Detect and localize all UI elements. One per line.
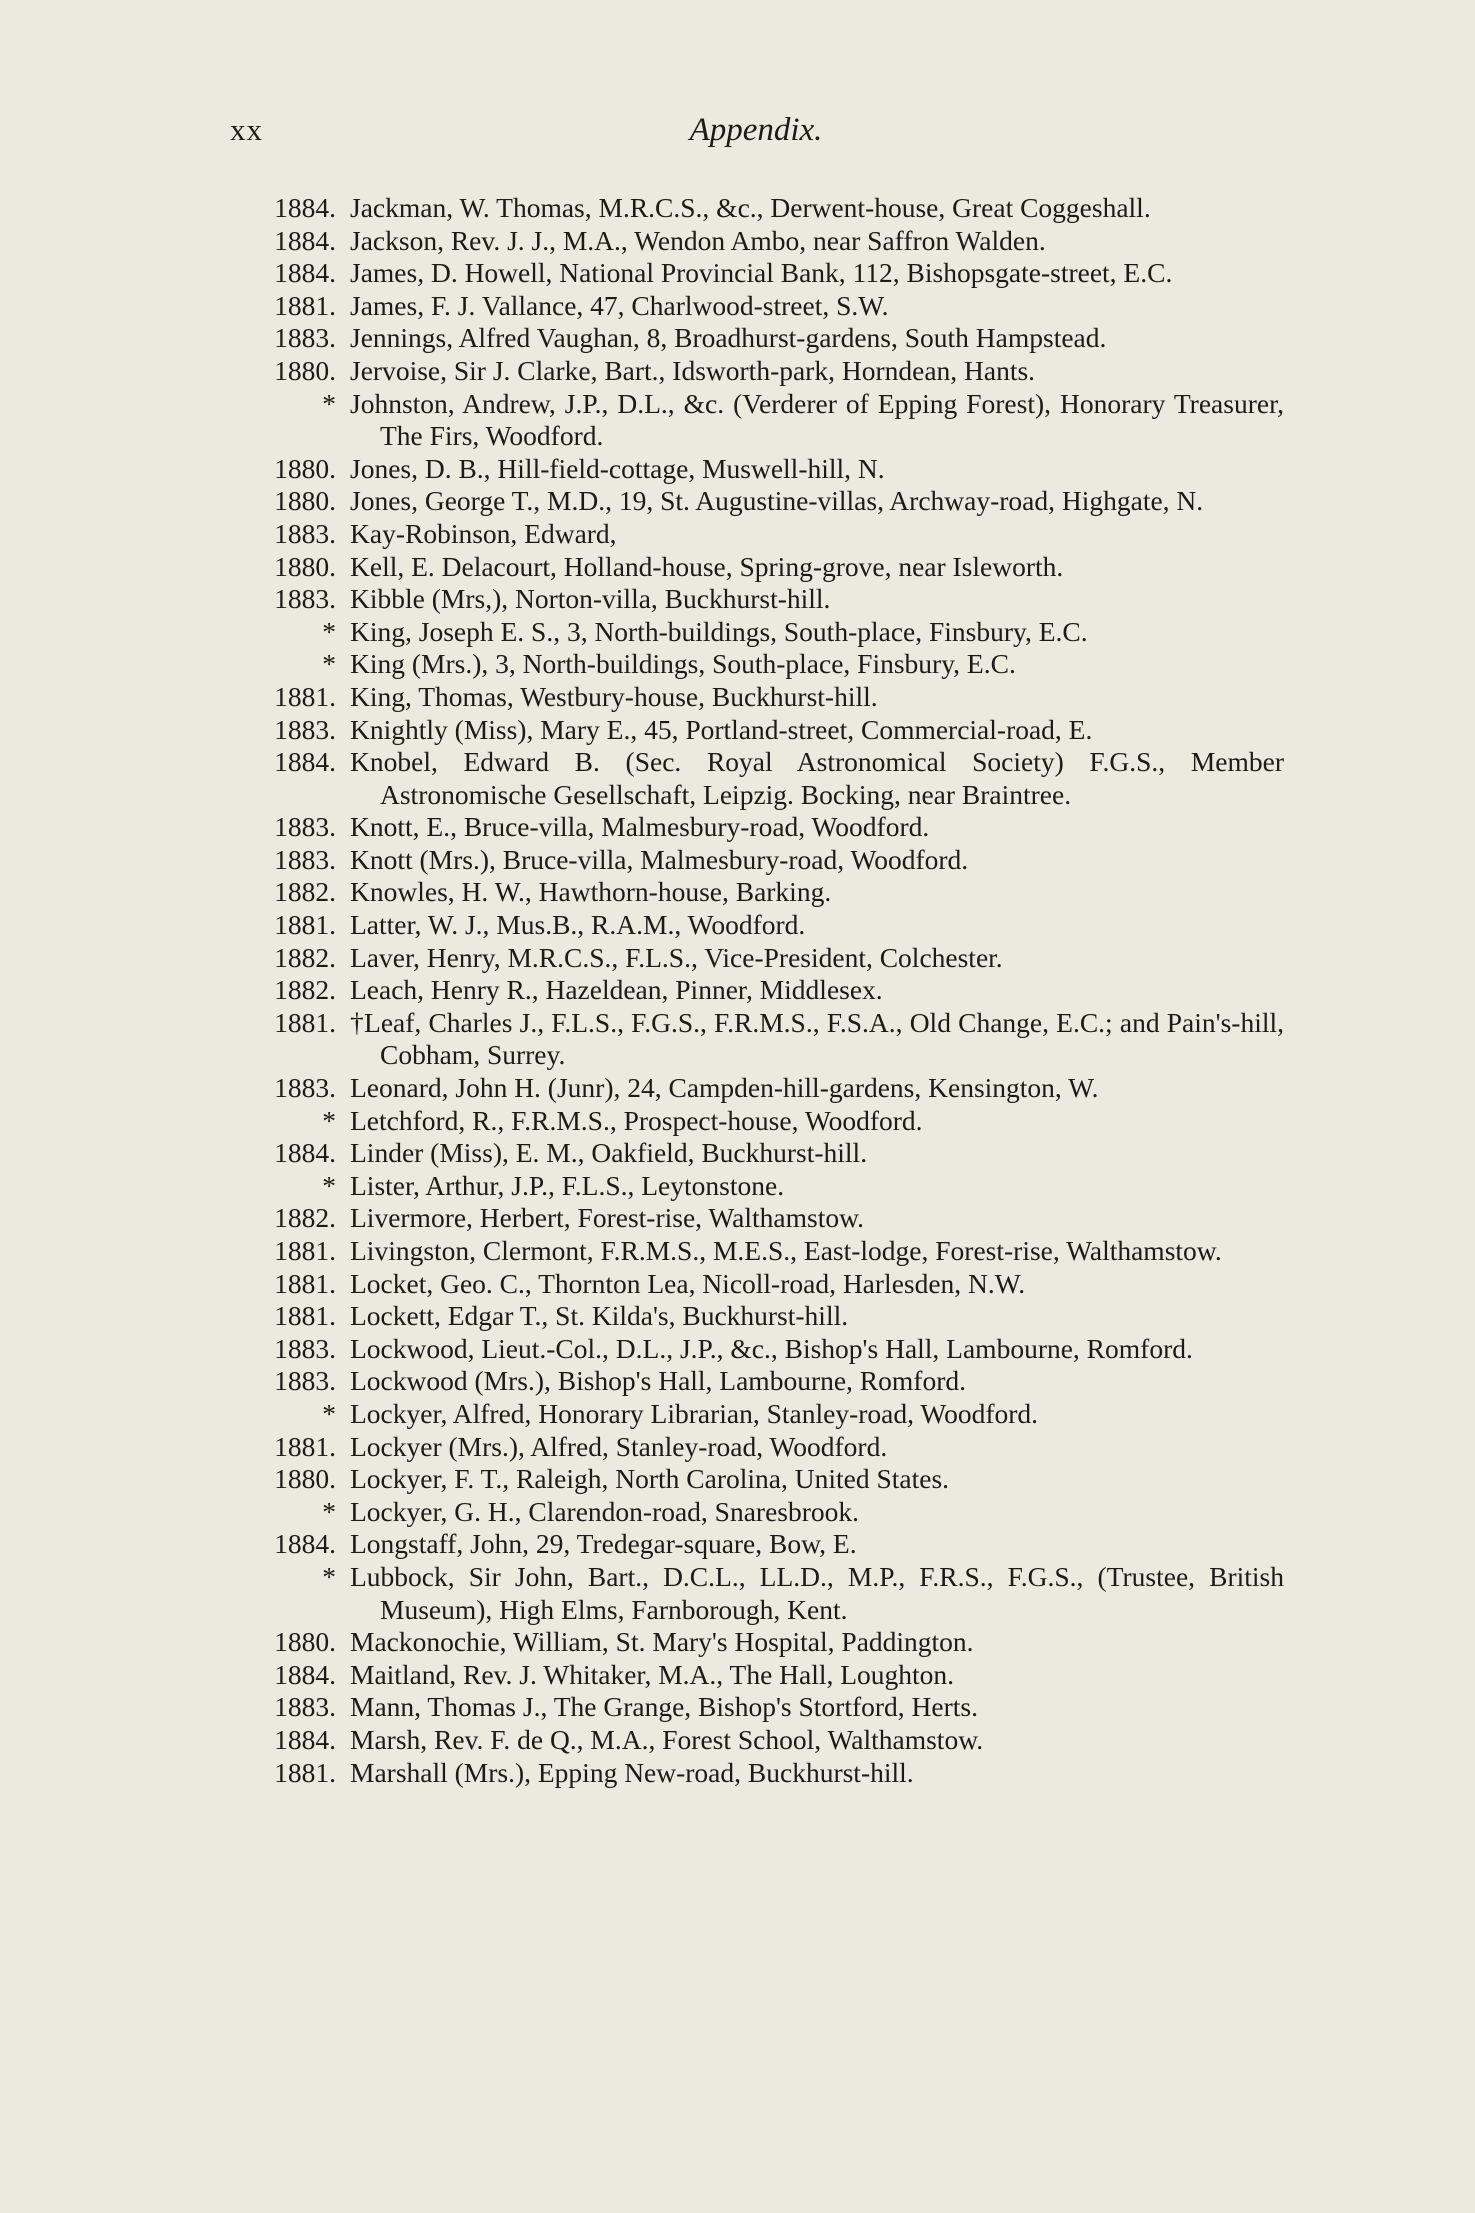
- entry-text: Knightly (Miss), Mary E., 45, Portland-street, Commercial-road, E.: [350, 713, 1093, 745]
- entry-text: Lockwood, Lieut.-Col., D.L., J.P., &c., Bishop's Hall, Lambourne, Romford.: [350, 1332, 1193, 1364]
- entry-year: 1883.: [274, 322, 336, 354]
- entry-text: Linder (Miss), E. M., Oakfield, Buckhurst-hill.: [350, 1137, 868, 1169]
- list-entry: [224, 1007, 1284, 1072]
- entry-year: 1884.: [274, 257, 336, 289]
- entry-year: 1881.: [274, 1267, 336, 1299]
- entry-text: Latter, W. J., Mus.B., R.A.M., Woodford.: [350, 909, 806, 941]
- list-entry: [224, 388, 1284, 453]
- entry-text: Leonard, John H. (Junr), 24, Campden-hill-gardens, Kensington, W.: [350, 1072, 1099, 1104]
- list-entry: [224, 1724, 1284, 1757]
- list-entry: [224, 322, 1284, 355]
- list-entry: [224, 1300, 1284, 1333]
- list-entry: [224, 1496, 1284, 1529]
- entry-year: 1883.: [274, 1365, 336, 1397]
- entry-year: 1880.: [274, 1626, 336, 1658]
- entry-text: Maitland, Rev. J. Whitaker, M.A., The Hall, Loughton.: [350, 1658, 955, 1690]
- list-entry: [224, 192, 1284, 225]
- entry-text: Lubbock, Sir John, Bart., D.C.L., LL.D., M.P., F.R.S., F.G.S., (Trustee, British Museum), High Elms, Farnborough, Kent.: [350, 1560, 1284, 1625]
- list-entry: [224, 1333, 1284, 1366]
- entry-year: 1880.: [274, 1463, 336, 1495]
- list-entry: [224, 714, 1284, 747]
- entry-year: 1884.: [274, 224, 336, 256]
- list-entry: [224, 1528, 1284, 1561]
- entry-year: 1882.: [274, 974, 336, 1006]
- entry-text: Knott, E., Bruce-villa, Malmesbury-road, Woodford.: [350, 811, 930, 843]
- entry-year: 1882.: [274, 941, 336, 973]
- entry-year: *: [322, 1397, 336, 1429]
- entry-year: 1881.: [274, 289, 336, 321]
- entry-year: *: [322, 1104, 336, 1136]
- list-entry: [224, 1398, 1284, 1431]
- list-entry: [224, 1691, 1284, 1724]
- entry-year: 1884.: [274, 1528, 336, 1560]
- entry-year: *: [322, 1495, 336, 1527]
- entry-year: 1884.: [274, 192, 336, 223]
- list-entry: [224, 583, 1284, 616]
- entry-year: 1883.: [274, 1691, 336, 1723]
- page-number: xx: [230, 112, 263, 147]
- entry-year: *: [322, 1560, 336, 1592]
- list-entry: [224, 1202, 1284, 1235]
- list-entry: [224, 746, 1284, 811]
- entry-text: Jones, George T., M.D., 19, St. Augustine-villas, Archway-road, Highgate, N.: [350, 485, 1204, 517]
- list-entry: [224, 1626, 1284, 1659]
- entry-year: 1884.: [274, 1658, 336, 1690]
- entry-text: Jackman, W. Thomas, M.R.C.S., &c., Derwent-house, Great Coggeshall.: [350, 192, 1151, 223]
- entry-text: Jones, D. B., Hill-field-cottage, Muswell-hill, N.: [350, 452, 885, 484]
- list-entry: [224, 355, 1284, 388]
- entry-text: Lockwood (Mrs.), Bishop's Hall, Lambourne, Romford.: [350, 1365, 966, 1397]
- entry-text: Lockett, Edgar T., St. Kilda's, Buckhurst-hill.: [350, 1300, 849, 1332]
- entry-text: Leach, Henry R., Hazeldean, Pinner, Middlesex.: [350, 974, 883, 1006]
- entry-text: Lockyer (Mrs.), Alfred, Stanley-road, Woodford.: [350, 1430, 888, 1462]
- entry-year: 1880.: [274, 452, 336, 484]
- entry-year: 1884.: [274, 746, 336, 778]
- entry-year: 1881.: [274, 1300, 336, 1332]
- entry-text: Locket, Geo. C., Thornton Lea, Nicoll-road, Harlesden, N.W.: [350, 1267, 1026, 1299]
- entry-text: Livermore, Herbert, Forest-rise, Walthamstow.: [350, 1202, 865, 1234]
- list-entry: [224, 811, 1284, 844]
- list-entry: [224, 844, 1284, 877]
- entry-text: Lockyer, Alfred, Honorary Librarian, Stanley-road, Woodford.: [350, 1397, 1039, 1429]
- entry-year: 1883.: [274, 713, 336, 745]
- entry-year: 1883.: [274, 517, 336, 549]
- list-entry: [224, 551, 1284, 584]
- list-entry: [224, 1170, 1284, 1203]
- entry-text: Marsh, Rev. F. de Q., M.A., Forest School, Walthamstow.: [350, 1723, 984, 1755]
- list-entry: [224, 453, 1284, 486]
- list-entry: [224, 974, 1284, 1007]
- entry-text: Kibble (Mrs,), Norton-villa, Buckhurst-hill.: [350, 583, 831, 615]
- list-entry: [224, 1561, 1284, 1626]
- member-list: [224, 192, 1284, 1789]
- entry-text: Lockyer, F. T., Raleigh, North Carolina, United States.: [350, 1463, 950, 1495]
- entry-text: Kell, E. Delacourt, Holland-house, Spring-grove, near Isleworth.: [350, 550, 1064, 582]
- entry-year: *: [322, 615, 336, 647]
- entry-year: 1883.: [274, 1072, 336, 1104]
- entry-year: 1883.: [274, 843, 336, 875]
- entry-text: James, D. Howell, National Provincial Bank, 112, Bishopsgate-street, E.C.: [350, 257, 1173, 289]
- entry-year: 1880.: [274, 354, 336, 386]
- entry-year: 1884.: [274, 1137, 336, 1169]
- entry-year: 1883.: [274, 811, 336, 843]
- entry-year: 1882.: [274, 876, 336, 908]
- list-entry: [224, 1365, 1284, 1398]
- entry-text: Mann, Thomas J., The Grange, Bishop's Stortford, Herts.: [350, 1691, 978, 1723]
- entry-year: 1881.: [274, 909, 336, 941]
- list-entry: [224, 1137, 1284, 1170]
- entry-text: Longstaff, John, 29, Tredegar-square, Bow, E.: [350, 1528, 857, 1560]
- entry-year: 1881.: [274, 1756, 336, 1788]
- list-entry: [224, 1463, 1284, 1496]
- list-entry: [224, 681, 1284, 714]
- entry-year: 1882.: [274, 1202, 336, 1234]
- entry-year: *: [322, 648, 336, 680]
- entry-text: Jervoise, Sir J. Clarke, Bart., Idsworth-park, Horndean, Hants.: [350, 354, 1036, 386]
- list-entry: [224, 485, 1284, 518]
- entry-year: 1883.: [274, 1332, 336, 1364]
- entry-year: 1881.: [274, 1430, 336, 1462]
- entry-text: Knobel, Edward B. (Sec. Royal Astronomical Society) F.G.S., Member Astronomische Gesellschaft, Leipzig. Bocking, near Braintree.: [350, 746, 1284, 810]
- list-entry: [224, 1659, 1284, 1692]
- entry-year: 1881.: [274, 1006, 336, 1038]
- list-entry: [224, 1072, 1284, 1105]
- list-entry: [224, 257, 1284, 290]
- entry-text: Johnston, Andrew, J.P., D.L., &c. (Verderer of Epping Forest), Honorary Treasurer, The Firs, Woodford.: [350, 387, 1284, 452]
- list-entry: [224, 1105, 1284, 1138]
- entry-year: 1883.: [274, 583, 336, 615]
- list-entry: [224, 1235, 1284, 1268]
- entry-year: 1884.: [274, 1723, 336, 1755]
- entry-text: Knott (Mrs.), Bruce-villa, Malmesbury-road, Woodford.: [350, 843, 969, 875]
- entry-text: Letchford, R., F.R.M.S., Prospect-house, Woodford.: [350, 1104, 923, 1136]
- entry-text: Livingston, Clermont, F.R.M.S., M.E.S., East-lodge, Forest-rise, Walthamstow.: [350, 1235, 1222, 1266]
- list-entry: [224, 290, 1284, 323]
- entry-year: 1881.: [274, 680, 336, 712]
- entry-year: *: [322, 1169, 336, 1201]
- list-entry: [224, 225, 1284, 258]
- entry-text: King (Mrs.), 3, North-buildings, South-place, Finsbury, E.C.: [350, 648, 1016, 680]
- entry-text: Jennings, Alfred Vaughan, 8, Broadhurst-gardens, South Hampstead.: [350, 322, 1107, 354]
- running-title: Appendix.: [689, 112, 823, 148]
- list-entry: [224, 1431, 1284, 1464]
- entry-text: †Leaf, Charles J., F.L.S., F.G.S., F.R.M.S., F.S.A., Old Change, E.C.; and Pain's-hill, Cobham, Surrey.: [350, 1006, 1284, 1071]
- entry-text: Knowles, H. W., Hawthorn-house, Barking.: [350, 876, 832, 908]
- entry-text: Jackson, Rev. J. J., M.A., Wendon Ambo, near Saffron Walden.: [350, 224, 1046, 256]
- entry-text: King, Thomas, Westbury-house, Buckhurst-hill.: [350, 680, 878, 712]
- list-entry: [224, 909, 1284, 942]
- list-entry: [224, 616, 1284, 649]
- entry-year: *: [322, 387, 336, 419]
- entry-text: Lockyer, G. H., Clarendon-road, Snaresbrook.: [350, 1495, 860, 1527]
- list-entry: [224, 1757, 1284, 1790]
- entry-text: Mackonochie, William, St. Mary's Hospital, Paddington.: [350, 1626, 974, 1658]
- entry-text: Marshall (Mrs.), Epping New-road, Buckhurst-hill.: [350, 1756, 914, 1788]
- entry-text: Lister, Arthur, J.P., F.L.S., Leytonstone.: [350, 1169, 785, 1201]
- list-entry: [224, 1268, 1284, 1301]
- entry-text: James, F. J. Vallance, 47, Charlwood-street, S.W.: [350, 289, 889, 321]
- entry-text: Laver, Henry, M.R.C.S., F.L.S., Vice-President, Colchester.: [350, 941, 1003, 973]
- entry-year: 1881.: [274, 1235, 336, 1266]
- page-header: [230, 112, 1282, 164]
- entry-text: Kay-Robinson, Edward,: [350, 517, 617, 549]
- entry-text: King, Joseph E. S., 3, North-buildings, South-place, Finsbury, E.C.: [350, 615, 1088, 647]
- list-entry: [224, 876, 1284, 909]
- list-entry: [224, 648, 1284, 681]
- list-entry: [224, 942, 1284, 975]
- list-entry: [224, 518, 1284, 551]
- entry-year: 1880.: [274, 485, 336, 517]
- entry-year: 1880.: [274, 550, 336, 582]
